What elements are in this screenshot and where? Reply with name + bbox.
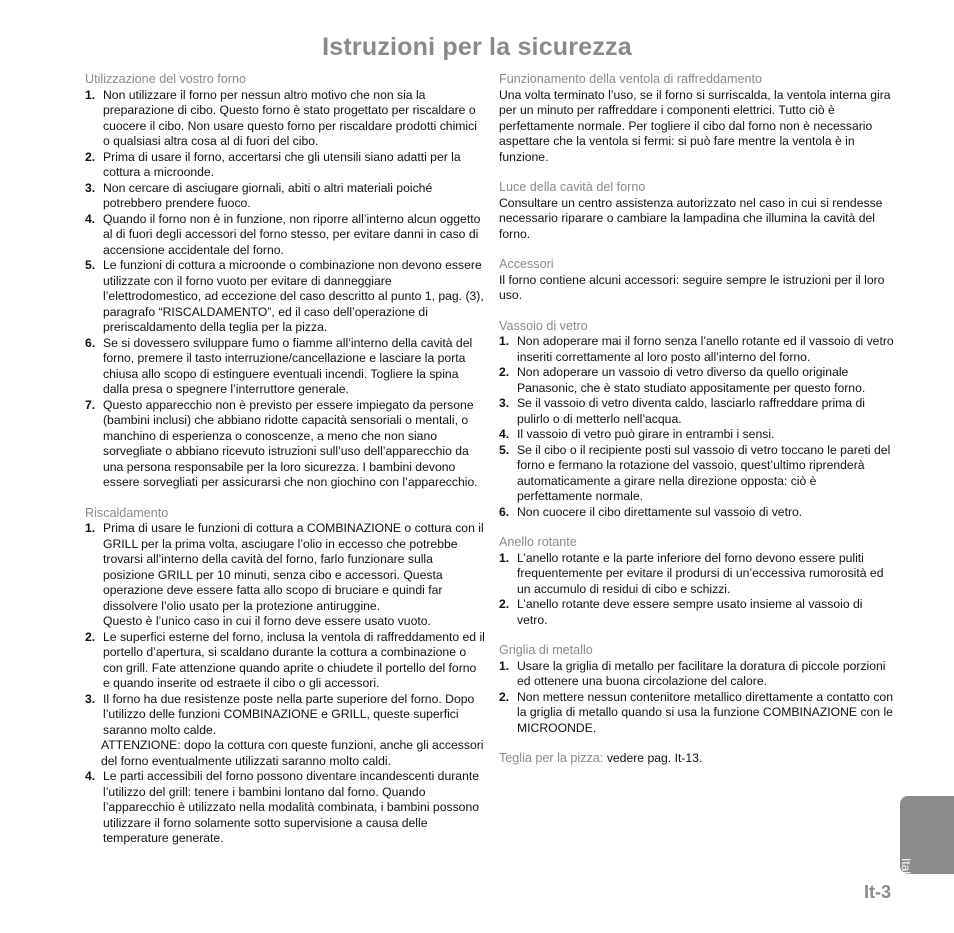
item-number: 5. [499, 442, 510, 457]
item-text: Non mettere nessun contenitore metallico direttamente a contatto con la griglia di metallo quando si usa la funzione COMBINAZIONE con le MICROONDE. [517, 689, 893, 735]
section-luce [499, 180, 895, 242]
item-number: 7. [85, 397, 96, 412]
item-text: Non utilizzare il forno per nessun altro motivo che non sia la preparazione di cibo. Questo forno è stato progettato per riscaldare o cuocere il cibo. Non usare questo forno per riscaldare prodotti chimici o qualsiasi altra cosa al di fuori del cibo. [103, 87, 477, 148]
item-number: 3. [85, 691, 96, 706]
item-number: 1. [499, 550, 510, 565]
item-number: 3. [85, 180, 96, 195]
page-title: Istruzioni per la sicurezza [322, 33, 632, 61]
list-item [499, 659, 895, 690]
language-tab [899, 796, 954, 897]
list-item [499, 396, 895, 427]
list-item [85, 150, 485, 181]
item-number: 1. [85, 521, 96, 535]
item-number: 2. [499, 365, 510, 379]
item-text: Non adoperare un vassoio di vetro diverso da quello originale Panasonic, che è stato studiato appositamente per questo forno. [517, 365, 866, 395]
list-item [85, 212, 485, 259]
section-heading: Anello rotante [499, 535, 577, 549]
item-number: 6. [499, 504, 510, 519]
section-griglia [499, 643, 895, 736]
item-text: Questo apparecchio non è previsto per essere impiegato da persone (bambini inclusi) che abbiano ridotte capacità sensoriali o mentali, o manchino di esperienza o conoscenze, a meno che non siano sorvegliate o abbiano ricevuto istruzioni sull’uso dell’apparecchio da una persona responsabile per la loro sicurezza. I bambini devono essere sorvegliati per assicurarsi che non giochino con l’apparecchio. [103, 397, 478, 489]
section-ventola [499, 72, 895, 165]
section-riscaldamento [85, 506, 485, 847]
language-tab-label: Italiano [899, 858, 913, 897]
section-anello [499, 535, 895, 628]
right-column [499, 72, 895, 782]
list-item [85, 258, 485, 336]
item-number: 2. [499, 689, 510, 704]
section-teglia [499, 751, 895, 767]
item-number: 4. [499, 427, 510, 441]
list-item [499, 365, 895, 396]
item-text: Non cuocere il cibo direttamente sul vassoio di vetro. [517, 504, 803, 519]
numbered-list [499, 334, 895, 520]
section-text: Il forno contiene alcuni accessori: seguire sempre le istruzioni per il loro uso. [499, 272, 885, 302]
item-number: 4. [85, 769, 96, 783]
section-heading: Luce della cavità del forno [499, 180, 646, 194]
section-vassoio [499, 319, 895, 521]
section-accessori [499, 257, 895, 304]
item-text: Prima di usare le funzioni di cottura a COMBINAZIONE o cottura con il GRILL per la prima volta, asciugare l’olio in eccesso che potrebbe trovarsi all’interno della cavità del forno, farlo funzionare sulla posizione GRILL per 10 minuti, senza cibo e accessori. Questa operazione deve essere fatta allo scopo di bruciare e quindi far dissolvere l’olio usato per la protezione antiruggine. [103, 521, 484, 613]
list-item [499, 551, 895, 598]
item-note: Questo è l’unico caso in cui il forno deve essere usato vuoto. [103, 614, 431, 628]
item-text: Le funzioni di cottura a microonde o combinazione non devono essere utilizzate con il forno vuoto per evitare di danneggiare l’elettrodomestico, ad eccezione del caso descritto al punto 1, pag. (3), paragrafo “RISCALDAMENTO”, ed il caso dell’operazione di preriscaldamento della teglia per la pizza. [103, 258, 484, 334]
list-item [85, 521, 485, 630]
item-text: L’anello rotante deve essere sempre usato insieme al vassoio di vetro. [517, 597, 863, 627]
item-text: Se il vassoio di vetro diventa caldo, lasciarlo raffreddare prima di pulirlo o di metterlo nell’acqua. [517, 396, 865, 426]
section-heading: Accessori [499, 257, 554, 271]
section-heading: Riscaldamento [85, 505, 169, 520]
item-text: Il forno ha due resistenze poste nella parte superiore del forno. Dopo l’utilizzo delle funzioni COMBINAZIONE e GRILL, queste superfici saranno molto calde. [103, 691, 475, 737]
item-text: Il vassoio di vetro può girare in entrambi i sensi. [517, 427, 775, 441]
item-text: L’anello rotante e la parte inferiore del forno devono essere puliti frequentemente per evitare il prodursi di un’eccessiva rumorosità ed un accumulo di residui di cibo e schizzi. [517, 550, 884, 596]
list-item [85, 630, 485, 692]
list-item [85, 398, 485, 491]
item-text: Le superfici esterne del forno, inclusa la ventola di raffreddamento ed il portello d’apertura, si scaldano durante la cottura a combinazione o con grill. Fate attenzione quando aprite o chiudete il portello del forno e quando inserite od estraete il cibo o gli accessori. [103, 629, 485, 690]
section-text: Consultare un centro assistenza autorizzato nel caso in cui si rendesse necessario riparare o cambiare la lampadina che illumina la cavità del forno. [499, 195, 883, 241]
page-number: It-3 [864, 882, 891, 902]
item-number: 3. [499, 396, 510, 410]
item-text: Quando il forno non è in funzione, non riporre all’interno alcun oggetto al di fuori degli accessori del forno stesso, per evitare danni in caso di accensione accidentale del forno. [103, 211, 481, 257]
list-item [85, 88, 485, 150]
list-item [85, 769, 485, 847]
numbered-list [85, 88, 485, 491]
item-text: Se si dovessero sviluppare fumo o fiamme all’interno della cavità del forno, premere il tasto interruzione/cancellazione e lasciare la porta chiusa allo scopo di estinguere eventuali incendi. Togliere la spina dalla presa o spegnere l’interruttore generale. [103, 335, 473, 396]
numbered-list [85, 521, 485, 847]
item-number: 1. [499, 658, 510, 673]
list-item [85, 336, 485, 398]
section-text: vedere pag. It-13. [606, 751, 703, 765]
section-heading: Utilizzazione del vostro forno [85, 72, 246, 86]
section-heading: Vassoio di vetro [499, 318, 588, 333]
item-text: Non cercare di asciugare giornali, abiti o altri materiali poiché potrebbero prendere fuoco. [103, 180, 433, 210]
list-item [499, 443, 895, 505]
list-item [499, 597, 895, 628]
item-number: 4. [85, 211, 96, 226]
section-text: Una volta terminato l’uso, se il forno si surriscalda, la ventola interna gira per un minuto per raffreddare i componenti elettrici. Tutto ciò è perfettamente normale. Per togliere il cibo dal forno non è necessario aspettare che la ventola si fermi: si può fare mentre la ventola è in funzione. [499, 87, 891, 164]
list-item [85, 181, 485, 212]
list-item [85, 692, 485, 770]
item-number: 1. [85, 87, 96, 102]
item-text: Prima di usare il forno, accertarsi che gli utensili siano adatti per la cottura a microonde. [103, 149, 461, 179]
list-item [499, 427, 895, 443]
section-utilizzazione [85, 72, 485, 491]
item-text: Usare la griglia di metallo per facilitare la doratura di piccole porzioni ed ottenere una buona circolazione del calore. [517, 658, 886, 688]
item-text: Non adoperare mai il forno senza l’anello rotante ed il vassoio di vetro inseriti correttamente al loro posto all’interno del forno. [517, 334, 894, 364]
list-item [499, 505, 895, 521]
section-heading: Funzionamento della ventola di raffreddamento [499, 72, 763, 86]
left-column [85, 72, 485, 862]
item-text: Le parti accessibili del forno possono diventare incandescenti durante l’utilizzo del grill: tenere i bambini lontano dal forno. Quando l’apparecchio è utilizzato nella modalità combinata, i bambini possono utilizzare il forno solamente sotto supervisione a causa delle temperature generate. [103, 769, 480, 845]
numbered-list [499, 659, 895, 737]
item-note: ATTENZIONE: dopo la cottura con queste funzioni, anche gli accessori del forno eventualmente utilizzati saranno molto caldi. [101, 738, 484, 768]
list-item [499, 334, 895, 365]
item-number: 2. [85, 149, 96, 164]
item-text: Se il cibo o il recipiente posti sul vassoio di vetro toccano le pareti del forno e fermano la rotazione del vassoio, quest’ultimo riprenderà automaticamente a girare nella direzione opposta: ciò è perfettamente normale. [517, 442, 891, 503]
section-heading: Teglia per la pizza: [499, 751, 607, 765]
numbered-list [499, 551, 895, 629]
item-number: 6. [85, 335, 96, 350]
item-number: 5. [85, 258, 96, 272]
list-item [499, 690, 895, 737]
item-number: 2. [499, 597, 510, 611]
item-number: 1. [499, 334, 510, 348]
item-number: 2. [85, 629, 96, 644]
section-heading: Griglia di metallo [499, 643, 593, 657]
